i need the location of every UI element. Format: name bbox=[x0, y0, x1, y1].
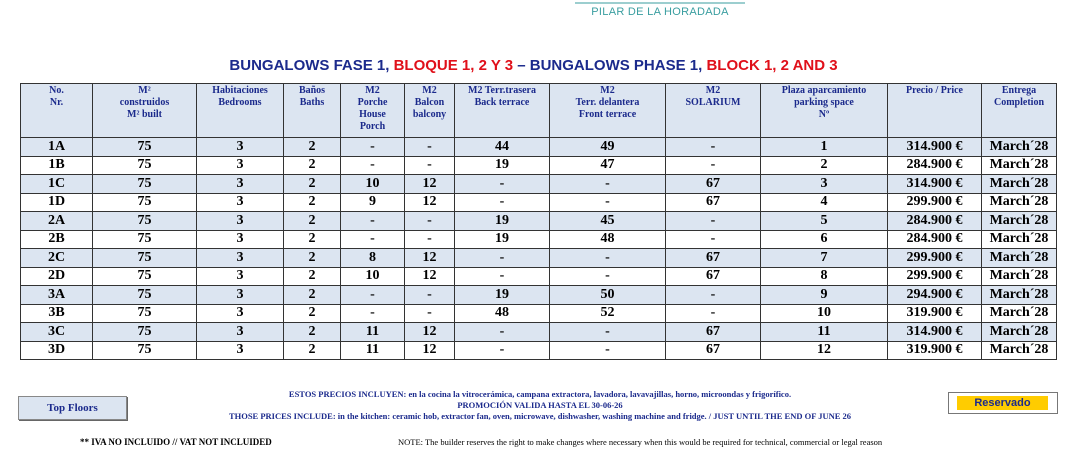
column-header-line: Completion bbox=[994, 97, 1044, 108]
includes-es: ESTOS PRECIOS INCLUYEN: en la cocina la vitrocerámica, campana extractora, lavadora, lavavajillas, horno, microondas y frigorífico. bbox=[288, 389, 792, 399]
column-header-line: House bbox=[359, 109, 386, 120]
table-row bbox=[21, 230, 1057, 249]
table-cell: 299.900 € bbox=[888, 267, 982, 286]
table-cell: 75 bbox=[93, 249, 197, 268]
table-cell: 8 bbox=[761, 267, 888, 286]
table-cell: 75 bbox=[93, 156, 197, 175]
table-row bbox=[21, 212, 1057, 231]
table-cell: 319.900 € bbox=[888, 341, 982, 360]
table-cell: 2 bbox=[761, 156, 888, 175]
table-cell: 284.900 € bbox=[888, 212, 982, 231]
column-header-line: Baños bbox=[298, 85, 326, 96]
table-cell: - bbox=[550, 341, 666, 360]
column-header-line: construidos bbox=[119, 97, 170, 108]
table-cell: 284.900 € bbox=[888, 230, 982, 249]
table-row bbox=[21, 193, 1057, 212]
table-cell: - bbox=[341, 286, 405, 305]
table-cell: 299.900 € bbox=[888, 193, 982, 212]
table-cell: 48 bbox=[550, 230, 666, 249]
table-cell: 2 bbox=[284, 341, 341, 360]
column-header bbox=[284, 84, 341, 138]
table-cell: - bbox=[666, 156, 761, 175]
table-cell: 75 bbox=[93, 212, 197, 231]
table-cell: 4 bbox=[761, 193, 888, 212]
table-cell: 50 bbox=[550, 286, 666, 305]
table-cell: 3 bbox=[197, 341, 284, 360]
table-cell: 319.900 € bbox=[888, 304, 982, 323]
table-cell: 49 bbox=[550, 138, 666, 157]
column-header-line: M2 Terr.trasera bbox=[468, 85, 536, 96]
includes-en: THOSE PRICES INCLUDE: in the kitchen: ceramic hob, extractor fan, oven, microwave, dishwasher, washing machine and fridge. / JUST UNTIL THE END OF JUNE 26 bbox=[228, 411, 852, 421]
table-cell: 3 bbox=[197, 193, 284, 212]
column-header bbox=[455, 84, 550, 138]
table-cell: 75 bbox=[93, 286, 197, 305]
table-cell: 12 bbox=[761, 341, 888, 360]
table-cell: 3 bbox=[197, 138, 284, 157]
column-header bbox=[21, 84, 93, 138]
table-header-row bbox=[21, 84, 1057, 138]
table-cell: 2 bbox=[284, 193, 341, 212]
table-cell: 2 bbox=[284, 249, 341, 268]
table-cell: - bbox=[405, 304, 455, 323]
table-cell: 47 bbox=[550, 156, 666, 175]
column-header-line: Nr. bbox=[49, 97, 64, 108]
table-cell: 3 bbox=[197, 286, 284, 305]
table-cell: - bbox=[666, 138, 761, 157]
table-cell: 12 bbox=[405, 193, 455, 212]
table-cell: 67 bbox=[666, 267, 761, 286]
table-row bbox=[21, 175, 1057, 194]
table-cell: March´28 bbox=[982, 138, 1057, 157]
table-cell: 11 bbox=[341, 341, 405, 360]
column-header-line: Precio / Price bbox=[905, 85, 963, 96]
column-header-line: Back terrace bbox=[474, 97, 530, 108]
column-header bbox=[341, 84, 405, 138]
table-cell: 12 bbox=[405, 341, 455, 360]
table-cell: 3 bbox=[197, 267, 284, 286]
table-cell: 2 bbox=[284, 156, 341, 175]
logo-subtitle: PILAR DE LA HORADADA bbox=[591, 6, 729, 18]
table-cell: - bbox=[455, 193, 550, 212]
column-header bbox=[666, 84, 761, 138]
table-cell: - bbox=[550, 193, 666, 212]
table-cell: 1A bbox=[21, 138, 93, 157]
column-header bbox=[982, 84, 1057, 138]
table-cell: March´28 bbox=[982, 249, 1057, 268]
table-cell: 3 bbox=[197, 323, 284, 342]
table-cell: - bbox=[666, 230, 761, 249]
table-cell: 3 bbox=[197, 304, 284, 323]
table-cell: 75 bbox=[93, 323, 197, 342]
column-header-line: parking space bbox=[794, 97, 854, 108]
table-cell: 75 bbox=[93, 267, 197, 286]
table-cell: 2C bbox=[21, 249, 93, 268]
table-cell: March´28 bbox=[982, 156, 1057, 175]
logo-mark bbox=[575, 0, 745, 4]
table-cell: - bbox=[455, 249, 550, 268]
table-cell: - bbox=[341, 156, 405, 175]
table-cell: 75 bbox=[93, 230, 197, 249]
column-header-line: Front terrace bbox=[578, 109, 637, 120]
table-cell: 1C bbox=[21, 175, 93, 194]
reservado-legend bbox=[948, 392, 1058, 414]
table-cell: - bbox=[666, 304, 761, 323]
table-cell: - bbox=[341, 304, 405, 323]
table-cell: 11 bbox=[761, 323, 888, 342]
page-title bbox=[0, 57, 1067, 74]
table-row bbox=[21, 249, 1057, 268]
table-cell: 44 bbox=[455, 138, 550, 157]
table-cell: - bbox=[455, 267, 550, 286]
table-cell: 314.900 € bbox=[888, 175, 982, 194]
table-cell: March´28 bbox=[982, 230, 1057, 249]
table-cell: - bbox=[405, 286, 455, 305]
table-cell: 48 bbox=[455, 304, 550, 323]
table-cell: - bbox=[550, 175, 666, 194]
title-part-2: BLOQUE 1, 2 Y 3 bbox=[393, 57, 514, 74]
table-cell: 75 bbox=[93, 138, 197, 157]
table-cell: 19 bbox=[455, 156, 550, 175]
table-cell: - bbox=[455, 323, 550, 342]
table-cell: 12 bbox=[405, 249, 455, 268]
table-cell: 299.900 € bbox=[888, 249, 982, 268]
table-cell: 19 bbox=[455, 230, 550, 249]
table-cell: 2B bbox=[21, 230, 93, 249]
table-row bbox=[21, 286, 1057, 305]
table-cell: 284.900 € bbox=[888, 156, 982, 175]
column-header-line: M2 bbox=[365, 85, 380, 96]
table-cell: 2D bbox=[21, 267, 93, 286]
table-cell: 12 bbox=[405, 323, 455, 342]
vat-note: ** IVA NO INCLUIDO // VAT NOT INCLUIDED bbox=[80, 437, 272, 447]
table-cell: 2 bbox=[284, 286, 341, 305]
table-cell: 45 bbox=[550, 212, 666, 231]
table-cell: 9 bbox=[341, 193, 405, 212]
table-cell: March´28 bbox=[982, 193, 1057, 212]
table-cell: 1 bbox=[761, 138, 888, 157]
table-cell: March´28 bbox=[982, 212, 1057, 231]
table-cell: - bbox=[666, 286, 761, 305]
table-row bbox=[21, 304, 1057, 323]
table-cell: 10 bbox=[341, 267, 405, 286]
table-cell: - bbox=[341, 212, 405, 231]
column-header bbox=[550, 84, 666, 138]
table-cell: 10 bbox=[341, 175, 405, 194]
column-header-line: M² built bbox=[127, 109, 162, 120]
table-cell: 67 bbox=[666, 323, 761, 342]
footer-info bbox=[140, 389, 940, 422]
table-cell: - bbox=[405, 156, 455, 175]
table-cell: 9 bbox=[761, 286, 888, 305]
title-part-4: BLOCK 1, 2 AND 3 bbox=[706, 57, 838, 74]
table-cell: 3C bbox=[21, 323, 93, 342]
table-cell: 75 bbox=[93, 175, 197, 194]
table-cell: - bbox=[405, 138, 455, 157]
table-cell: 314.900 € bbox=[888, 138, 982, 157]
table-cell: March´28 bbox=[982, 341, 1057, 360]
column-header-line: balcony bbox=[412, 109, 447, 120]
title-part-1: BUNGALOWS FASE 1, bbox=[229, 57, 394, 74]
table-cell: 3 bbox=[197, 249, 284, 268]
table-cell: - bbox=[550, 267, 666, 286]
table-cell: 2 bbox=[284, 304, 341, 323]
column-header-line: Bedrooms bbox=[218, 97, 262, 108]
table-cell: 7 bbox=[761, 249, 888, 268]
table-cell: - bbox=[405, 212, 455, 231]
table-cell: 19 bbox=[455, 286, 550, 305]
table-cell: 2 bbox=[284, 267, 341, 286]
table-cell: 75 bbox=[93, 193, 197, 212]
table-cell: 2A bbox=[21, 212, 93, 231]
table-cell: - bbox=[405, 230, 455, 249]
column-header-line: Porch bbox=[359, 121, 386, 132]
table-cell: - bbox=[341, 230, 405, 249]
column-header-line: No. bbox=[49, 85, 64, 96]
table-cell: - bbox=[550, 323, 666, 342]
table-cell: 11 bbox=[341, 323, 405, 342]
price-table bbox=[20, 83, 1057, 360]
column-header-line: Plaza aparcamiento bbox=[781, 85, 867, 96]
table-cell: 52 bbox=[550, 304, 666, 323]
table-cell: 3 bbox=[197, 156, 284, 175]
table-cell: - bbox=[455, 175, 550, 194]
table-cell: March´28 bbox=[982, 286, 1057, 305]
table-cell: 67 bbox=[666, 249, 761, 268]
column-header-line: Nº bbox=[818, 109, 830, 120]
table-cell: 2 bbox=[284, 175, 341, 194]
table-cell: 3A bbox=[21, 286, 93, 305]
table-cell: March´28 bbox=[982, 267, 1057, 286]
table-row bbox=[21, 323, 1057, 342]
table-cell: - bbox=[341, 138, 405, 157]
column-header-line: Habitaciones bbox=[212, 85, 268, 96]
table-cell: 67 bbox=[666, 175, 761, 194]
table-cell: 67 bbox=[666, 193, 761, 212]
table-cell: 3B bbox=[21, 304, 93, 323]
table-row bbox=[21, 156, 1057, 175]
table-cell: 3 bbox=[761, 175, 888, 194]
table-row bbox=[21, 341, 1057, 360]
table-cell: 12 bbox=[405, 267, 455, 286]
column-header-line: Porche bbox=[357, 97, 388, 108]
table-cell: March´28 bbox=[982, 304, 1057, 323]
column-header-line: Baths bbox=[299, 97, 325, 108]
table-cell: 2 bbox=[284, 212, 341, 231]
table-cell: 2 bbox=[284, 230, 341, 249]
builder-note: NOTE: The builder reserves the right to make changes where necessary when this would be required for technical, commercial or legal reason bbox=[398, 437, 883, 447]
table-cell: March´28 bbox=[982, 323, 1057, 342]
column-header-line: M2 bbox=[422, 85, 437, 96]
table-cell: March´28 bbox=[982, 175, 1057, 194]
table-cell: 75 bbox=[93, 304, 197, 323]
table-cell: 3 bbox=[197, 230, 284, 249]
table-cell: 10 bbox=[761, 304, 888, 323]
table-cell: 314.900 € bbox=[888, 323, 982, 342]
column-header bbox=[405, 84, 455, 138]
column-header-line: M2 bbox=[600, 85, 615, 96]
table-cell: 5 bbox=[761, 212, 888, 231]
table-cell: 8 bbox=[341, 249, 405, 268]
column-header bbox=[761, 84, 888, 138]
table-cell: 3 bbox=[197, 175, 284, 194]
table-cell: 2 bbox=[284, 138, 341, 157]
top-floors-button[interactable]: Top Floors bbox=[18, 396, 127, 420]
table-cell: - bbox=[455, 341, 550, 360]
promo-text: PROMOCIÓN VALIDA HASTA EL 30-06-26 bbox=[457, 400, 623, 410]
column-header-line: Entrega bbox=[1001, 85, 1037, 96]
column-header-line: Balcon bbox=[414, 97, 445, 108]
table-cell: 1B bbox=[21, 156, 93, 175]
title-part-3: – BUNGALOWS PHASE 1, bbox=[513, 57, 707, 74]
column-header bbox=[888, 84, 982, 138]
table-cell: 3D bbox=[21, 341, 93, 360]
column-header-line: M² bbox=[138, 85, 151, 96]
table-cell: 12 bbox=[405, 175, 455, 194]
column-header-line: SOLARIUM bbox=[685, 97, 741, 108]
table-body bbox=[21, 138, 1057, 360]
table-cell: - bbox=[666, 212, 761, 231]
column-header-line: M2 bbox=[705, 85, 721, 96]
reservado-label: Reservado bbox=[957, 396, 1048, 410]
table-cell: 19 bbox=[455, 212, 550, 231]
column-header bbox=[197, 84, 284, 138]
table-cell: 3 bbox=[197, 212, 284, 231]
column-header bbox=[93, 84, 197, 138]
table-cell: - bbox=[550, 249, 666, 268]
table-row bbox=[21, 138, 1057, 157]
table-cell: 6 bbox=[761, 230, 888, 249]
column-header-line: Terr. delantera bbox=[575, 97, 640, 108]
table-cell: 67 bbox=[666, 341, 761, 360]
table-cell: 2 bbox=[284, 323, 341, 342]
table-cell: 294.900 € bbox=[888, 286, 982, 305]
table-cell: 75 bbox=[93, 341, 197, 360]
table-row bbox=[21, 267, 1057, 286]
table-cell: 1D bbox=[21, 193, 93, 212]
